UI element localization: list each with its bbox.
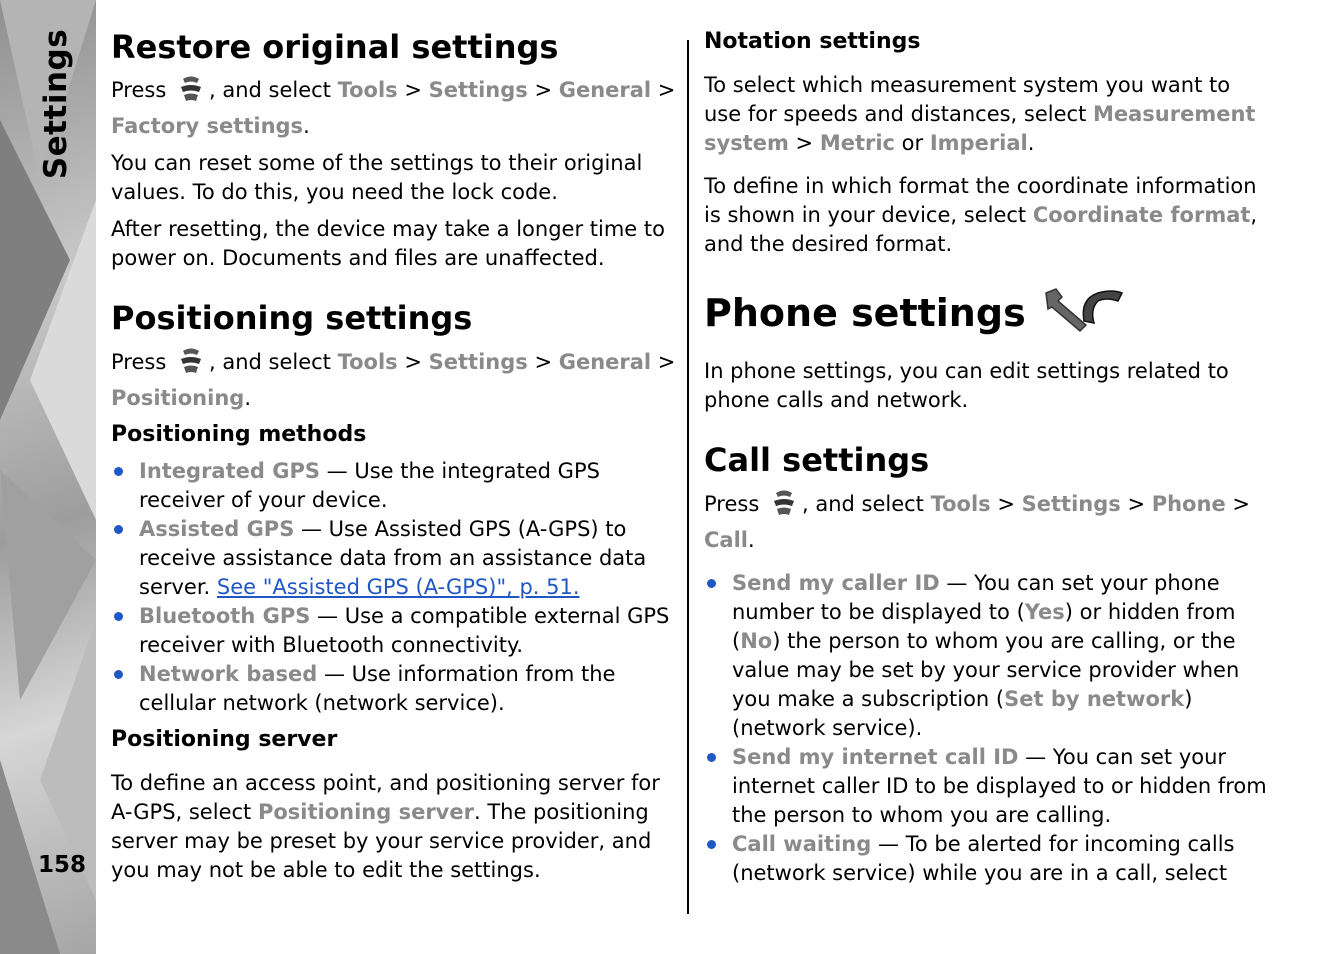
list-item: Integrated GPS — Use the integrated GPS receiver of your device.	[111, 457, 676, 515]
page-number: 158	[38, 852, 87, 878]
menu-key-icon	[177, 346, 205, 384]
positioning-title: Positioning settings	[111, 299, 473, 338]
list-item: Network based — Use information from the cellular network (network service).	[111, 660, 676, 718]
list-item: Send my internet call ID — You can set your internet caller ID to be displayed to or hidden from the person to whom you are calling.	[704, 743, 1272, 830]
list-item: Send my caller ID — You can set your phone number to be displayed to (Yes) or hidden from (No) the person to whom you are calling, or the value may be set by your service provider when you make a subscription (Set by network) (network service).	[704, 569, 1272, 743]
positioning-server-paragraph: To define an access point, and positioning server for A-GPS, select Positioning server. The positioning server may be preset by your service provider, and you may not be able to edit the settings.	[111, 770, 660, 882]
sidebar	[0, 0, 96, 954]
section-label: Settings	[38, 28, 74, 180]
call-settings-list	[704, 569, 1272, 888]
restore-path: Press , and select Tools > Settings > General > Factory settings.	[111, 74, 676, 141]
positioning-path: Press , and select Tools > Settings > General > Positioning.	[111, 346, 676, 413]
notation-paragraph-2: To define in which format the coordinate information is shown in your device, select Coordinate format, and the desired format.	[704, 173, 1258, 256]
menu-key-icon	[770, 488, 798, 526]
positioning-server-title: Positioning server	[111, 727, 338, 753]
list-item: Call waiting — To be alerted for incoming calls (network service) while you are in a call, select	[704, 830, 1272, 888]
positioning-methods-list	[111, 457, 676, 718]
call-path: Press , and select Tools > Settings > Phone > Call.	[704, 488, 1272, 555]
restore-paragraph-1: You can reset some of the settings to their original values. To do this, you need the lock code.	[111, 151, 643, 205]
assisted-gps-link[interactable]: See "Assisted GPS (A-GPS)", p. 51.	[216, 575, 580, 600]
column-divider	[687, 40, 689, 914]
left-column	[111, 28, 676, 885]
notation-paragraph-1: To select which measurement system you want to use for speeds and distances, select Measurement system > Metric or Imperial.	[704, 72, 1256, 155]
wrench-phone-icon	[1042, 285, 1126, 344]
phone-settings-paragraph: In phone settings, you can edit settings related to phone calls and network.	[704, 359, 1229, 413]
list-item: Assisted GPS — Use Assisted GPS (A-GPS) to receive assistance data from an assistance data server. See "Assisted GPS (A-GPS)", p. 51.	[111, 515, 676, 602]
positioning-methods-title: Positioning methods	[111, 421, 367, 447]
menu-key-icon	[177, 74, 205, 112]
notation-title: Notation settings	[704, 29, 921, 54]
list-item: Bluetooth GPS — Use a compatible external GPS receiver with Bluetooth connectivity.	[111, 602, 676, 660]
restore-title: Restore original settings	[111, 28, 559, 66]
phone-settings-title: Phone settings	[704, 285, 1272, 344]
restore-paragraph-2: After resetting, the device may take a longer time to power on. Documents and files are unaffected.	[111, 217, 665, 271]
call-settings-title: Call settings	[704, 441, 930, 480]
right-column	[704, 28, 1272, 888]
